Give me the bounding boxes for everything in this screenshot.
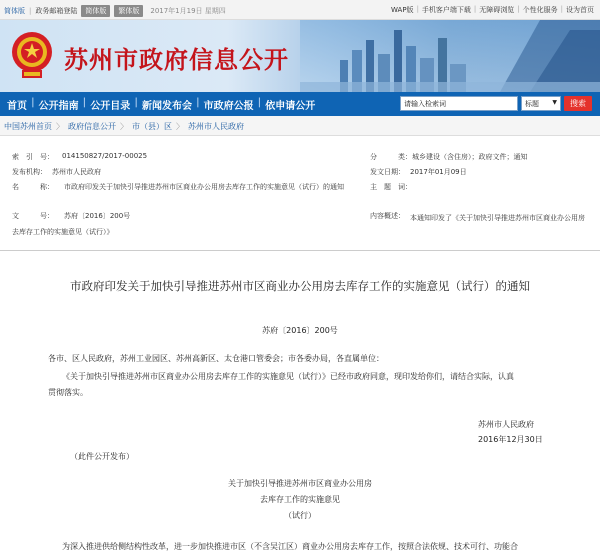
simplified-button[interactable]: 简体版 [81,5,110,17]
summary-value: 本通知印发了《关于加快引导推进苏州市区商业办公用房去库存工作的实施意见（试行）》 [12,214,585,236]
document-title: 市政府印发关于加快引导推进苏州市区商业办公用房去库存工作的实施意见（试行）的通知 [70,279,530,293]
date-label: 发文日期： [370,168,405,176]
body-para-1: 《关于加快引导推进苏州市区商业办公用房去库存工作的实施意见（试行）》已经市政府同意，现印发给你们，请结合实际，认真 [62,372,514,381]
name-value: 市政府印发关于加快引导推进苏州市区商业办公用房去库存工作的实施意见（试行）的通知 [64,183,344,191]
search-field-select[interactable] [521,96,561,111]
site-title: 苏州市政府信息公开 [64,45,289,74]
recipients: 各市、区人民政府，苏州工业园区、苏州高新区、太仓港口管委会；市各委办局，各直属单位： [48,354,384,363]
body-para-1-cont: 贯彻落实。 [48,388,88,397]
search-input[interactable]: 请输入检索词 [400,96,518,111]
wap-link[interactable]: WAP版 [391,6,414,14]
sub-title-3: （试行） [284,511,316,520]
body-para-2: 为深入推进供给侧结构性改革，进一步加快推进市区（不含吴江区）商业办公用房去库存工作，按照合法依规、技术可行、功能合 [62,542,518,551]
search-bar [400,96,592,111]
breadcrumb-gov[interactable]: 苏州市人民政府 [188,122,244,131]
breadcrumb-county[interactable]: 市（县）区 [132,122,172,131]
search-button[interactable]: 搜索 [564,96,592,111]
sign-date: 2016年12月30日 [478,435,543,444]
date-value: 2017年01月09日 [410,168,467,176]
email-login-link[interactable]: 政务邮箱登陆 [35,7,78,15]
index-value: 014150827/2017-00025 [62,152,148,160]
top-utility-bar [0,0,600,20]
nav-gazette[interactable]: 市政府公报 [203,101,254,112]
accessibility-link[interactable]: 无障碍浏览 [479,6,515,14]
main-nav: 首页 | 公开指南 | 公开目录 | 新闻发布会 | 市政府公报 | 依申请公开 请输入检索词 标题 ▼ 搜索 [0,92,600,116]
breadcrumb-home[interactable]: 中国苏州首页 [4,122,52,131]
version-link[interactable]: 简体版 [4,7,25,15]
sub-title-1: 关于加快引导推进苏州市区商业办公用房 [228,479,372,488]
nav-press[interactable]: 新闻发布会 [141,101,192,112]
publisher-label: 发布机构： [12,168,47,176]
search-field-value: 标题 [525,100,539,108]
index-label: 索 引 号： [12,153,54,161]
document-body [0,250,600,552]
chevron-down-icon: ▼ [552,99,557,106]
mobile-client-link[interactable]: 手机客户端下载 [421,6,471,14]
signer: 苏州市人民政府 [478,420,534,429]
document-metadata [0,140,600,245]
breadcrumb-open-info[interactable]: 政府信息公开 [68,122,116,131]
sub-title-2: 去库存工作的实施意见 [260,495,340,504]
category-label: 分 类： [370,153,412,161]
publisher-value: 苏州市人民政府 [52,168,101,176]
keyword-label: 主 题 词： [370,183,412,191]
current-date: 2017年1月19日 星期四 [150,7,226,15]
top-right-links: WAP版 | 手机客户端下载 | 无障碍浏览 | 个性化服务 | 设为首页 [391,5,594,14]
breadcrumb-separator: 〉 [56,122,64,131]
category-value: 城乡建设（含住房）；政府文件；通知 [412,153,528,161]
document-number: 苏府〔2016〕200号 [262,326,338,335]
name-label: 名 称： [12,183,54,191]
nav-home[interactable]: 首页 [7,101,27,112]
summary-label: 内容概述： [370,212,405,220]
divider: | [29,7,32,15]
site-banner [0,20,600,92]
national-emblem-icon [10,28,54,82]
docno-value: 苏府〔2016〕200号 [64,212,131,220]
breadcrumb: 中国苏州首页 〉 政府信息公开 〉 市（县）区 〉 苏州市人民政府 [0,116,600,136]
set-homepage-link[interactable]: 设为首页 [566,6,594,14]
publish-note: （此件公开发布） [70,452,134,461]
nav-catalog[interactable]: 公开目录 [90,101,131,112]
nav-apply[interactable]: 依申请公开 [265,101,316,112]
traditional-button[interactable]: 繁体版 [114,5,143,17]
city-skyline-image [300,20,600,92]
docno-label: 文 号： [12,212,54,220]
personal-service-link[interactable]: 个性化服务 [522,6,558,14]
nav-guide[interactable]: 公开指南 [38,101,79,112]
